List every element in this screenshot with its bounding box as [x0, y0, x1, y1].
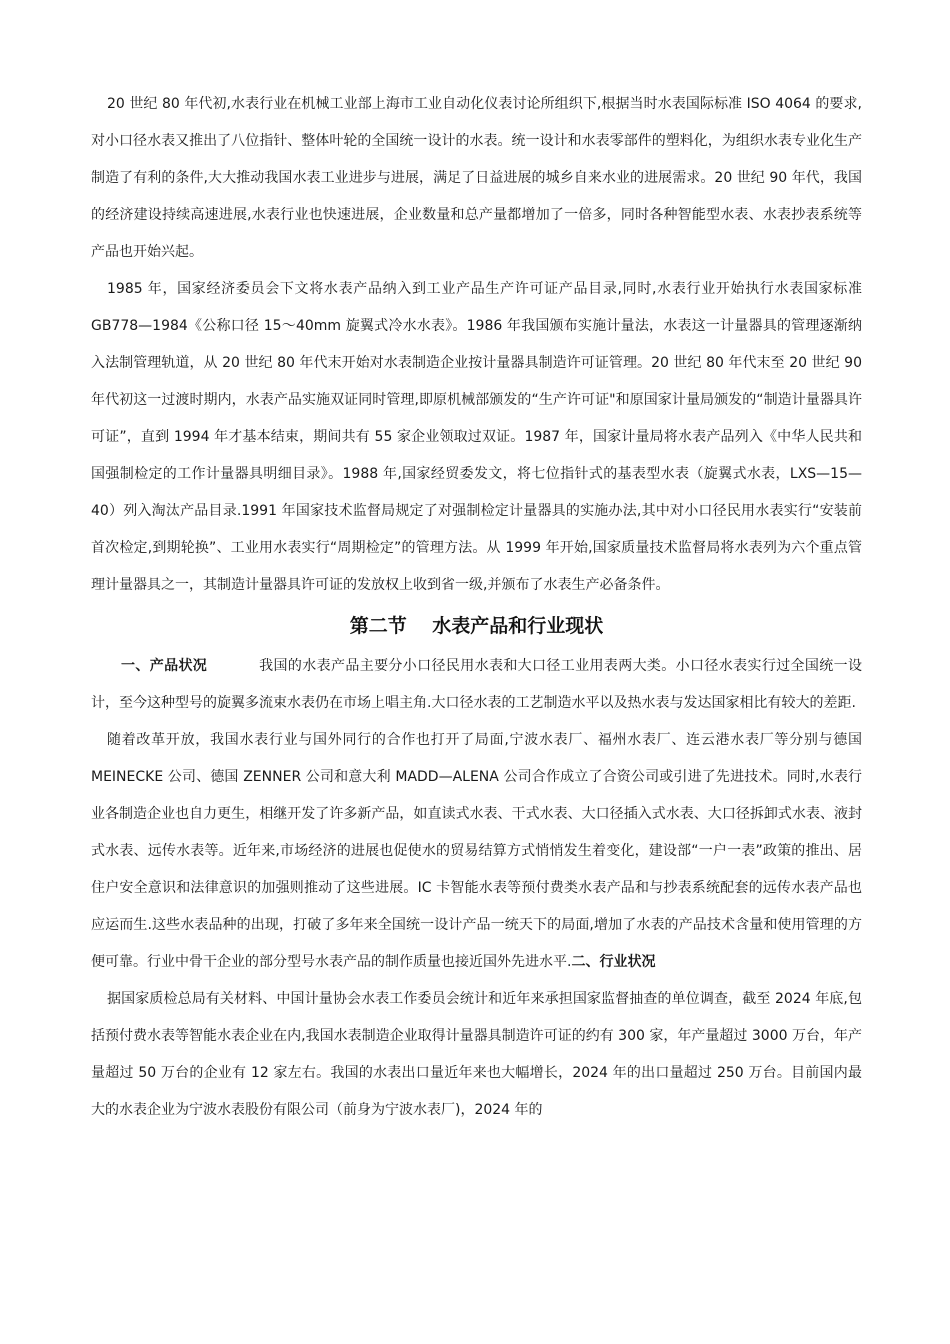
document-page: [91, 86, 862, 1129]
section-heading: 第二节 水表产品和行业现状: [349, 615, 604, 637]
paragraph-history-1985: 1985 年，国家经济委员会下文将水表产品纳入到工业产品生产许可证产品目录,同时,水表行业开始执行水表国家标准 GB778—1984《公称口径 15～40mm 旋翼式冷水水表》。1986 年我国颁布实施计量法，水表这一计量器具的管理逐渐纳入法制管理轨道，从 20 世纪 80 年代末开始对水表制造企业按计量器具制造许可证管理。20 世纪 80 年代末至 20 世纪 90 年代初这一过渡时期内，水表产品实施双证同时管理,即原机械部颁发的“生产许可证"和原国家计量局颁发的“制造计量器具许可证”，直到 1994 年才基本结束，期间共有 55 家企业领取过双证。1987 年，国家计量局将水表产品列入《中华人民共和国强制检定的工作计量器具明细目录》。1988 年,国家经贸委发文，将七位指针式的基表型水表（旋翼式水表，LXS—15—40）列入淘汰产品目录.1991 年国家技术监督局规定了对强制检定计量器具的实施办法,其中对小口径民用水表实行“安装前首次检定,到期轮换”、工业用水表实行“周期检定”的管理方法。从 1999 年开始,国家质量技术监督局将水表列为六个重点管理计量器具之一，其制造计量器具许可证的发放权上收到省一级,并颁布了水表生产必备条件。: [91, 281, 862, 593]
paragraph-reform-text: 随着改革开放，我国水表行业与国外同行的合作也打开了局面,宁波水表厂、福州水表厂、连云港水表厂等分别与德国 MEINECKE 公司、德国 ZENNER 公司和意大利 MADD—ALENA 公司合作成立了合资公司或引进了先进技术。同时,水表行业各制造企业也自力更生，相继开发了许多新产品，如直读式水表、干式水表、大口径插入式水表、大口径拆卸式水表、液封式水表、远传水表等。近年来,市场经济的进展也促使水的贸易结算方式悄悄发生着变化，建设部“一户一表”政策的推出、居住户安全意识和法律意识的加强则推动了这些进展。IC 卡智能水表等预付费类水表产品和与抄表系统配套的远传水表产品也应运而生.这些水表品种的出现，打破了多年来全国统一设计产品一统天下的局面,增加了水表的产品技术含量和使用管理的方便可靠。行业中骨干企业的部分型号水表产品的制作质量也接近国外先进水平.: [91, 732, 862, 970]
paragraph-product-status: [91, 648, 862, 722]
subsection-title-products: 一、产品状况: [121, 658, 208, 674]
paragraph-history-1980s: 20 世纪 80 年代初,水表行业在机械工业部上海市工业自动化仪表讨论所组织下,根据当时水表国际标准 ISO 4064 的要求,对小口径水表又推出了八位指针、整体叶轮的全国统一设计的水表。统一设计和水表零部件的塑料化，为组织水表专业化生产制造了有利的条件,大大推动我国水表工业进步与进展，满足了日益进展的城乡自来水业的进展需求。20 世纪 90 年代，我国的经济建设持续高速进展,水表行业也快速进展，企业数量和总产量都增加了一倍多，同时各种智能型水表、水表抄表系统等产品也开始兴起。: [91, 96, 862, 260]
paragraph-product-status-text: 我国的水表产品主要分小口径民用水表和大口径工业用表两大类。小口径水表实行过全国统一设计，至今这种型号的旋翼多流束水表仍在市场上唱主角.大口径水表的工艺制造水平以及热水表与发达国家相比有较大的差距.: [91, 658, 862, 711]
paragraph-industry-status: 据国家质检总局有关材料、中国计量协会水表工作委员会统计和近年来承担国家监督抽查的单位调查，截至 2024 年底,包括预付费水表等智能水表企业在内,我国水表制造企业取得计量器具制造许可证的约有 300 家，年产量超过 3000 万台，年产量超过 50 万台的企业有 12 家左右。我国的水表出口量近年来也大幅增长，2024 年的出口量超过 250 万台。目前国内最大的水表企业为宁波水表股份有限公司（前身为宁波水表厂)，2024 年的: [91, 991, 862, 1118]
paragraph-reform-cooperation: [91, 722, 862, 981]
subsection-title-industry: 二、行业状况: [571, 954, 656, 970]
